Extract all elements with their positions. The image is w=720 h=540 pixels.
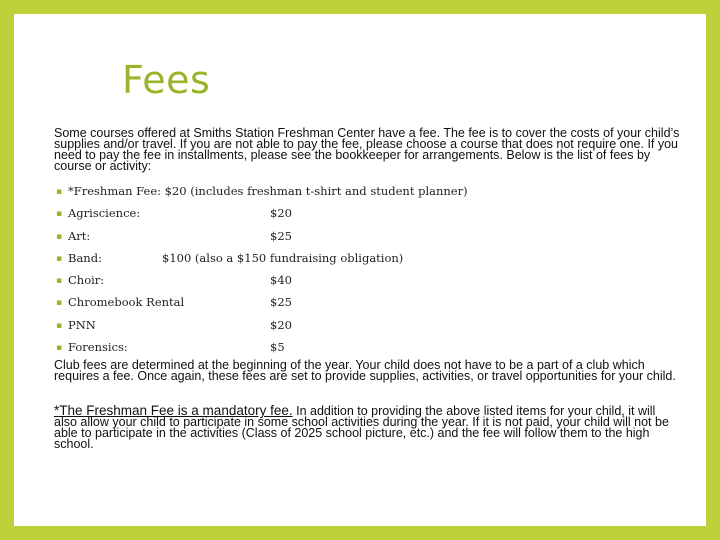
mandatory-fee-details: In addition to providing the above listed items for your child, it will also allow your child to participate in some school activities during the year. If it is not paid, your child will not be able to participate in the activities (Class of 2025 school picture, etc.) and the fee will follow them to the high school. <box>54 404 669 451</box>
square-bullet-icon: ▪ <box>56 231 63 242</box>
course-fee: $20 <box>270 317 292 332</box>
square-bullet-icon: ▪ <box>56 298 63 309</box>
course-fee: $5 <box>270 340 285 355</box>
course-name: Choir: <box>68 273 105 288</box>
course-fee: $100 (also a $150 fundraising obligation) <box>162 250 404 265</box>
course-fee: $25 <box>270 295 292 310</box>
list-item <box>54 206 654 228</box>
list-item <box>54 273 654 295</box>
course-fee: $40 <box>270 273 292 288</box>
mandatory-fee-paragraph <box>54 405 680 450</box>
square-bullet-icon: ▪ <box>56 209 63 220</box>
square-bullet-icon: ▪ <box>56 276 63 287</box>
list-item <box>54 251 654 273</box>
course-fee: $25 <box>270 228 292 243</box>
square-bullet-icon: ▪ <box>56 343 63 354</box>
course-name: Agriscience: <box>68 206 141 221</box>
square-bullet-icon: ▪ <box>56 253 63 264</box>
intro-paragraph: Some courses offered at Smiths Station Freshman Center have a fee. The fee is to cover the costs of your child’s supplies and/or travel. If you are not able to pay the fee, please choose a course that does not require one. If you need to pay the fee in installments, please see the bookkeeper for arrangements. Below is the list of fees by course or activity: <box>54 126 680 173</box>
course-name: Art: <box>68 228 91 243</box>
course-name: Forensics: <box>68 340 128 355</box>
course-fee: $20 <box>270 206 292 221</box>
freshman-fee-text: *Freshman Fee: $20 (includes freshman t-shirt and student planner) <box>68 184 468 198</box>
list-item <box>54 184 654 206</box>
fee-list <box>54 184 654 362</box>
course-name: Chromebook Rental <box>68 295 185 310</box>
page-title: Fees <box>122 58 211 102</box>
slide <box>14 14 706 526</box>
list-item <box>54 229 654 251</box>
square-bullet-icon: ▪ <box>56 320 63 331</box>
course-name: PNN <box>68 317 96 332</box>
list-item <box>54 295 654 317</box>
square-bullet-icon: ▪ <box>56 187 63 197</box>
course-name: Band: <box>68 250 102 265</box>
club-fees-paragraph: Club fees are determined at the beginning of the year. Your child does not have to be a part of a club which requires a fee. Once again, these fees are set to provide supplies, activities, or travel opportunities for your child. <box>54 358 676 383</box>
list-item <box>54 318 654 340</box>
mandatory-fee-heading: *The Freshman Fee is a mandatory fee. <box>54 403 293 418</box>
